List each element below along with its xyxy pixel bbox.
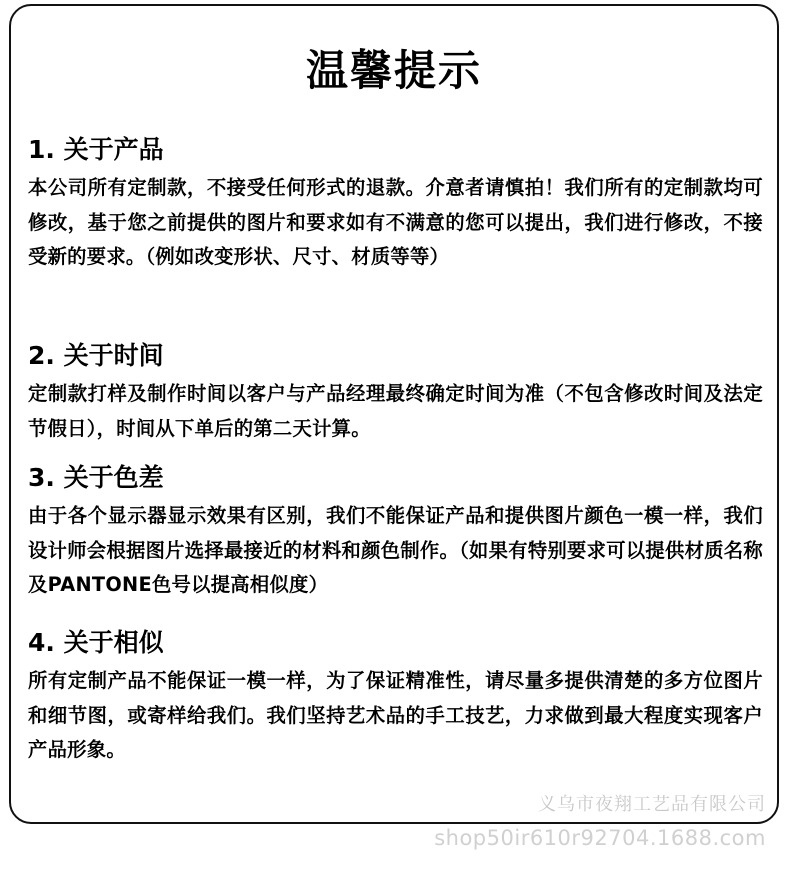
section-heading: 1. 关于产品 <box>28 135 164 164</box>
section-time <box>28 339 763 446</box>
section-similarity <box>28 626 763 768</box>
section-heading: 2. 关于时间 <box>28 341 164 370</box>
section-body: 由于各个显示器显示效果有区别，我们不能保证产品和提供图片颜色一模一样，我们设计师会根据图片选择最接近的材料和颜色制作。（如果有特别要求可以提供材质名称及PANTONE色号以提高相似度） <box>28 504 763 596</box>
section-body: 所有定制产品不能保证一模一样，为了保证精准性，请尽量多提供清楚的多方位图片和细节图，或寄样给我们。我们坚持艺术品的手工技艺，力求做到最大程度实现客户产品形象。 <box>28 669 763 761</box>
notice-title: 温馨提示 <box>305 46 482 95</box>
section-heading: 4. 关于相似 <box>28 628 164 657</box>
section-product <box>28 133 763 275</box>
company-watermark: 义乌市夜翔工艺品有限公司 <box>538 794 766 815</box>
section-heading: 3. 关于色差 <box>28 463 164 492</box>
section-body: 本公司所有定制款，不接受任何形式的退款。介意者请慎拍！我们所有的定制款均可修改，基于您之前提供的图片和要求如有不满意的您可以提出，我们进行修改，不接受新的要求。（例如改变形状、尺寸、材质等等） <box>28 176 763 268</box>
shop-url-watermark: shop50ir610r92704.1688.com <box>434 826 766 850</box>
section-body: 定制款打样及制作时间以客户与产品经理最终确定时间为准（不包含修改时间及法定节假日），时间从下单后的第二天计算。 <box>28 382 763 440</box>
section-color-difference <box>28 461 763 603</box>
